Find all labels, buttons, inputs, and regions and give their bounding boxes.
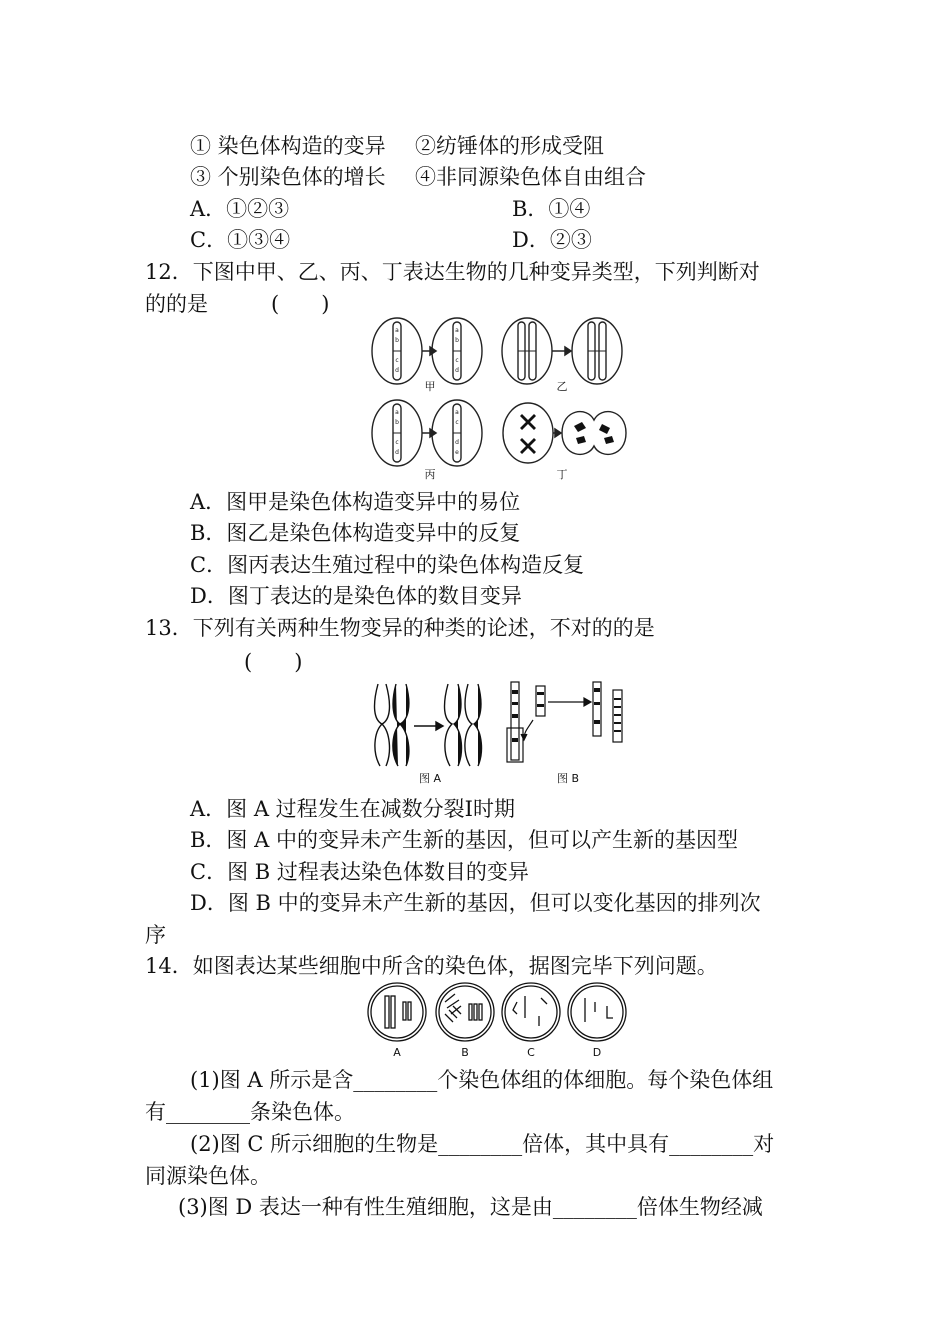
svg-text:c: c [395,439,399,446]
label-jia: 甲 [424,380,436,393]
q14-part3-line1: (3)图 D 表达一种有性生殖细胞，这是由________倍体生物经减 [178,1195,763,1219]
q12-stem-line1: 12．下图中甲、乙、丙、丁表达生物的几种变异类型，下列判断对 [145,260,760,284]
label-bing: 丙 [424,468,436,481]
svg-text:e: e [455,449,459,456]
q13-figure [368,676,638,788]
label-b: B [461,1046,469,1059]
q14-stem: 14．如图表达某些细胞中所含的染色体，据图完毕下列问题。 [145,954,718,978]
q11-item2: ②纺锤体的形成受阻 [415,134,604,158]
q12-option-d: D．图丁表达的是染色体的数目变异 [190,584,522,608]
q12-stem-line2: 的的是 ( ) [145,292,330,316]
q11-item3: ③ 个别染色体的增长 [190,165,386,189]
q13-stem-line2: ( ) [244,650,303,674]
q11-option-c: C．①③④ [190,228,291,252]
svg-text:c: c [455,357,459,364]
svg-text:b: b [395,419,399,426]
q11-option-b: B．①④ [512,197,591,221]
q13-option-a: A．图 A 过程发生在减数分裂Ⅰ时期 [190,797,515,821]
q12-option-a: A．图甲是染色体构造变异中的易位 [190,490,521,514]
svg-text:a: a [395,409,399,416]
svg-text:c: c [395,357,399,364]
label-d: D [592,1046,602,1059]
q14-figure [365,980,635,1062]
label-a: A [393,1046,401,1059]
q11-option-d: D．②③ [512,228,592,252]
svg-text:a: a [395,327,399,334]
q14-part1-line1: (1)图 A 所示是含________个染色体组的体细胞。每个染色体组 [190,1068,774,1092]
svg-text:d: d [455,367,459,374]
q12-option-b: B．图乙是染色体构造变异中的反复 [190,521,521,545]
svg-text:d: d [455,439,459,446]
svg-text:a: a [455,409,459,416]
q13-option-d-line1: D．图 B 中的变异未产生新的基因，但可以变化基因的排列次 [190,891,761,915]
label-fig-b: 图 B [556,772,580,785]
svg-text:b: b [395,337,399,344]
svg-text:b: b [455,337,459,344]
q12-option-c: C．图丙表达生殖过程中的染色体构造反复 [190,553,585,577]
q13-option-c: C．图 B 过程表达染色体数目的变异 [190,860,529,884]
q11-item1: ① 染色体构造的变异 [190,134,386,158]
q14-part2-line2: 同源染色体。 [145,1164,271,1188]
svg-text:d: d [395,449,399,456]
q13-option-d-line2: 序 [145,923,166,947]
cell-ding-2 [562,412,626,455]
q14-part2-line1: (2)图 C 所示细胞的生物是________倍体，其中具有________对 [190,1132,775,1156]
label-c: C [527,1046,535,1059]
label-fig-a: 图 A [418,772,442,785]
q13-stem-line1: 13．下列有关两种生物变异的种类的论述，不对的的是 [145,616,655,640]
q11-option-a: A．①②③ [190,197,290,221]
q11-item4: ④非同源染色体自由组合 [415,165,646,189]
q13-option-b: B．图 A 中的变异未产生新的基因，但可以产生新的基因型 [190,828,738,852]
cell-ding-1 [503,403,553,463]
q14-part1-line2: 有________条染色体。 [145,1100,355,1124]
label-ding: 丁 [556,468,568,481]
q12-figure [362,314,632,486]
svg-text:d: d [395,367,399,374]
svg-text:c: c [455,419,459,426]
label-yi: 乙 [556,380,568,393]
svg-text:a: a [455,327,459,334]
